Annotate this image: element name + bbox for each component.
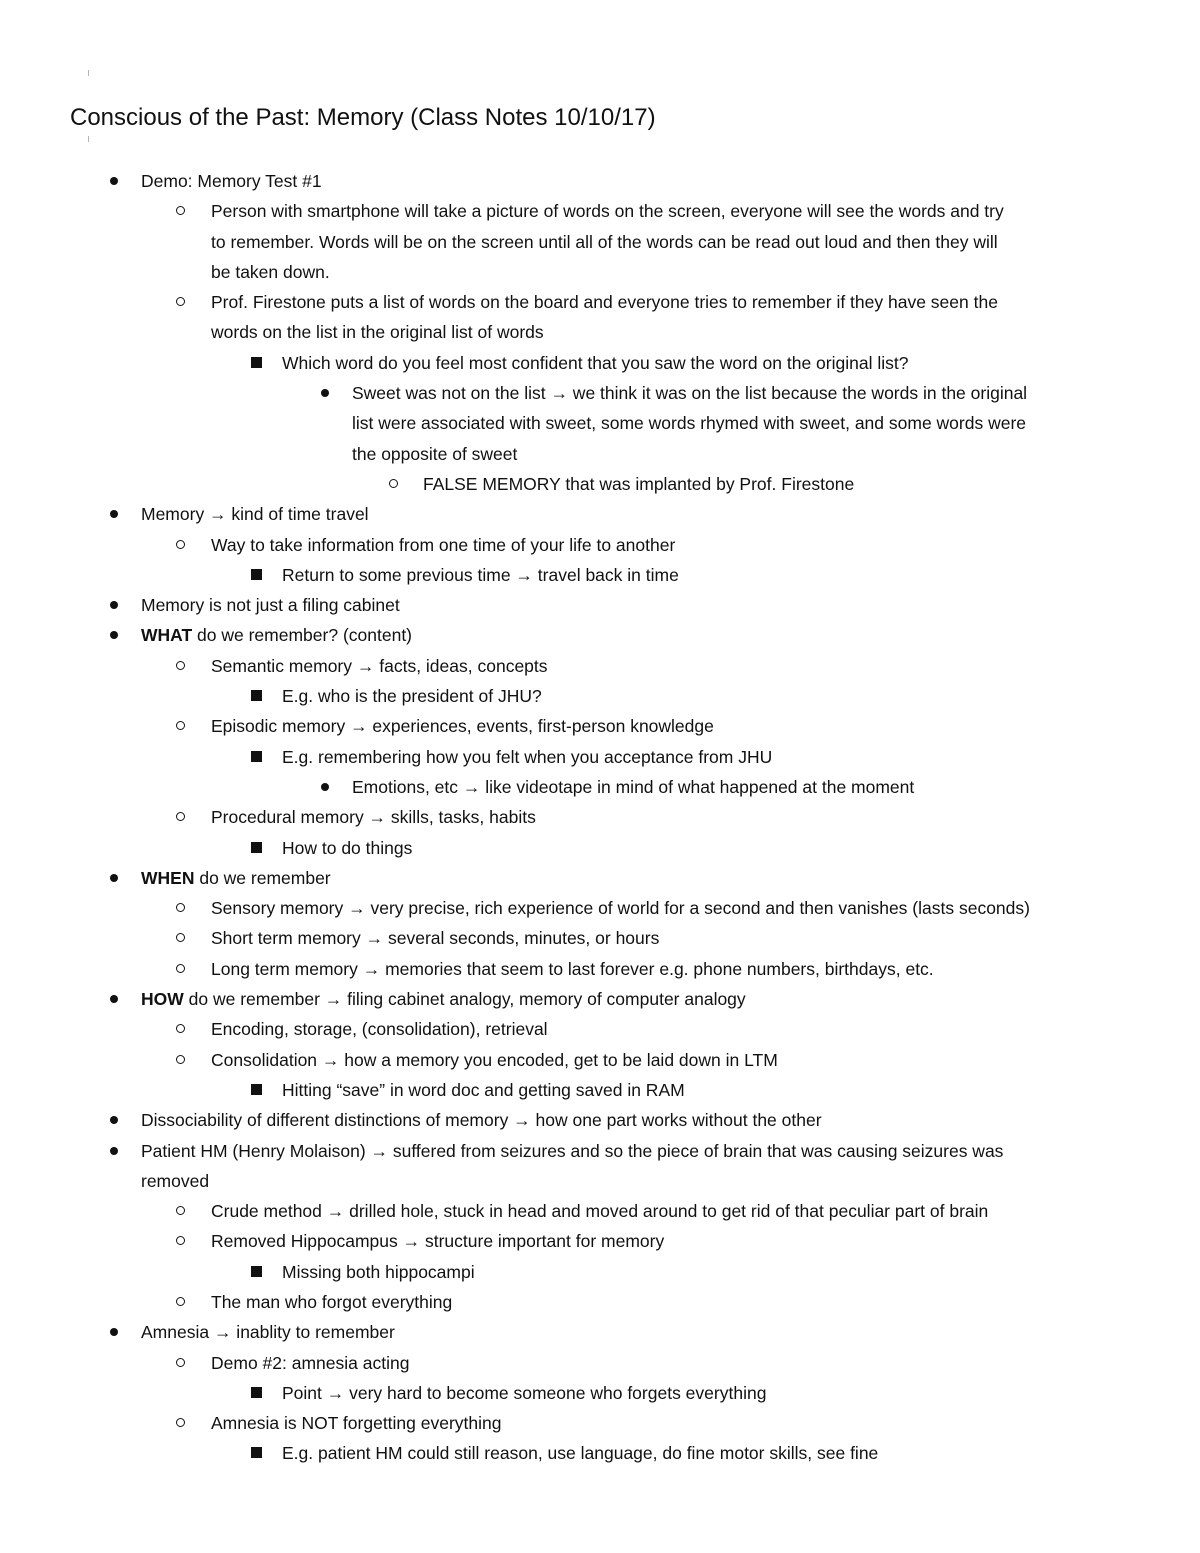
list-item-body-text: Episodic memory → experiences, events, first-person knowledge [211,716,714,737]
list-item-body-text: Prof. Firestone puts a list of words on the board and everyone tries to remember if they have seen the [211,292,998,313]
title-margin-mark [88,136,89,142]
list-item-text [282,742,772,772]
list-item-text [211,287,998,317]
list-item [0,984,1200,1014]
list-item-text [211,227,998,257]
disc-bullet-icon [110,1116,118,1124]
list-item [0,378,1200,408]
disc-bullet-icon [110,601,118,609]
list-item [0,833,1200,863]
square-bullet-icon [251,1266,262,1277]
list-item-body-text: How to do things [282,837,413,858]
list-item-body-text: Short term memory → several seconds, minutes, or hours [211,928,660,949]
list-item-body-text: the opposite of sweet [352,443,518,464]
list-item-body-text: list were associated with sweet, some words rhymed with sweet, and some words were [352,413,1027,434]
list-item-text [141,590,400,620]
list-item-body-text: E.g. patient HM could still reason, use language, do fine motor skills, see fine [282,1443,879,1464]
list-item [0,1348,1200,1378]
list-item [0,1408,1200,1438]
list-item-continuation [0,439,1200,469]
list-item-text [141,984,746,1014]
list-item [0,1075,1200,1105]
list-item-text [282,833,412,863]
list-item-body-text: be taken down. [211,261,330,282]
header-margin-mark [88,70,89,76]
list-item [0,772,1200,802]
list-item [0,1045,1200,1075]
circle-bullet-icon [176,540,185,549]
list-item [0,469,1200,499]
list-item-body-text: words on the list in the original list of words [211,322,544,343]
list-item [0,893,1200,923]
disc-bullet-icon [110,1328,118,1336]
list-item-text [282,1438,878,1468]
list-item [0,166,1200,196]
list-item-body-text: Demo: Memory Test #1 [141,171,322,191]
list-item-text [141,1136,1003,1166]
list-item [0,681,1200,711]
list-item-text [141,620,412,650]
list-item-text [141,1105,822,1135]
square-bullet-icon [251,1447,262,1458]
circle-bullet-icon [176,721,185,730]
disc-bullet-icon [110,510,118,518]
list-item-text [211,923,659,953]
list-item-text [352,439,517,469]
list-item-body-text: Patient HM (Henry Molaison) → suffered from seizures and so the piece of brain that was causing seizures was [141,1140,1004,1161]
list-item-text [141,166,322,196]
list-item-text [423,469,854,499]
list-item-body-text: Encoding, storage, (consolidation), retrieval [211,1019,548,1040]
list-item-continuation [0,1166,1200,1196]
square-bullet-icon [251,357,262,368]
list-item-body-text: Semantic memory → facts, ideas, concepts [211,655,548,676]
list-item-text [211,257,330,287]
list-item-body-text: Emotions, etc → like videotape in mind of what happened at the moment [352,776,915,797]
list-item-body-text: Which word do you feel most confident that you saw the word on the original list? [282,352,909,373]
list-item-body-text: The man who forgot everything [211,1291,453,1312]
circle-bullet-icon [176,297,185,306]
list-item [0,802,1200,832]
list-item-body-text: Procedural memory → skills, tasks, habits [211,807,536,828]
list-item-body-text: Missing both hippocampi [282,1261,475,1282]
notes-list [0,166,1200,1469]
list-item-bold-text: WHEN [141,867,195,888]
list-item-text [282,1378,766,1408]
list-item-text [211,1348,409,1378]
list-item-body-text: removed [141,1170,210,1191]
list-item-continuation [0,408,1200,438]
list-item-text [211,1408,502,1438]
list-item-body-text: Memory is not just a filing cabinet [141,595,400,616]
list-item-body-text: do we remember → filing cabinet analogy, memory of computer analogy [183,989,746,1010]
list-item [0,620,1200,650]
circle-bullet-icon [176,1236,185,1245]
list-item [0,196,1200,226]
list-item-continuation [0,227,1200,257]
list-item-text [282,348,908,378]
list-item-text [211,1014,548,1044]
list-item-text [211,196,1004,226]
list-item [0,530,1200,560]
circle-bullet-icon [176,964,185,973]
list-item-body-text: Hitting “save” in word doc and getting saved in RAM [282,1079,685,1100]
list-item-body-text: Amnesia → inablity to remember [141,1322,395,1343]
circle-bullet-icon [176,1055,185,1064]
circle-bullet-icon [176,933,185,942]
square-bullet-icon [251,751,262,762]
circle-bullet-icon [176,1297,185,1306]
list-item-body-text: Dissociability of different distinctions of memory → how one part works without the other [141,1110,822,1131]
list-item [0,1378,1200,1408]
list-item [0,1105,1200,1135]
list-item-text [141,499,369,529]
list-item [0,1287,1200,1317]
list-item-body-text: Removed Hippocampus → structure important for memory [211,1231,665,1252]
circle-bullet-icon [176,903,185,912]
square-bullet-icon [251,690,262,701]
list-item-text [282,1257,475,1287]
page-title: Conscious of the Past: Memory (Class Notes 10/10/17) [70,104,656,131]
list-item [0,863,1200,893]
disc-bullet-icon [321,783,329,791]
square-bullet-icon [251,1387,262,1398]
list-item [0,651,1200,681]
list-item-body-text: Demo #2: amnesia acting [211,1352,410,1373]
list-item-text [211,802,536,832]
disc-bullet-icon [110,177,118,185]
list-item [0,1196,1200,1226]
list-item-text [211,1196,988,1226]
list-item-text [141,863,331,893]
disc-bullet-icon [321,389,329,397]
list-item [0,1257,1200,1287]
list-item-text [141,1166,209,1196]
list-item-text [211,954,934,984]
square-bullet-icon [251,1084,262,1095]
list-item [0,348,1200,378]
list-item-text [211,893,1030,923]
circle-bullet-icon [176,812,185,821]
list-item-body-text: Point → very hard to become someone who forgets everything [282,1382,767,1403]
circle-bullet-icon [176,1418,185,1427]
list-item-body-text: Memory → kind of time travel [141,504,369,525]
list-item-text [352,378,1027,408]
square-bullet-icon [251,569,262,580]
list-item [0,1014,1200,1044]
list-item-text [211,1287,452,1317]
list-item-body-text: Crude method → drilled hole, stuck in head and moved around to get rid of that peculiar part of brain [211,1201,989,1222]
list-item [0,560,1200,590]
list-item [0,711,1200,741]
disc-bullet-icon [110,1147,118,1155]
list-item [0,923,1200,953]
list-item [0,287,1200,317]
disc-bullet-icon [110,995,118,1003]
list-item-body-text: to remember. Words will be on the screen until all of the words can be read out loud and then they will [211,231,998,252]
circle-bullet-icon [176,206,185,215]
list-item-body-text: Person with smartphone will take a picture of words on the screen, everyone will see the words and try [211,201,1004,222]
list-item-text [211,1226,664,1256]
list-item-body-text: Sensory memory → very precise, rich experience of world for a second and then vanishes (lasts seconds) [211,898,1030,919]
list-item-body-text: Return to some previous time → travel back in time [282,564,679,585]
list-item-body-text: Way to take information from one time of your life to another [211,534,676,555]
list-item-body-text: FALSE MEMORY that was implanted by Prof. Firestone [423,473,855,494]
list-item [0,1317,1200,1347]
list-item-body-text: do we remember [194,867,331,888]
list-item [0,499,1200,529]
disc-bullet-icon [110,631,118,639]
list-item-text [141,1317,395,1347]
list-item-text [352,772,914,802]
list-item-text [352,408,1026,438]
list-item-continuation [0,317,1200,347]
list-item [0,1226,1200,1256]
square-bullet-icon [251,842,262,853]
list-item-body-text: E.g. remembering how you felt when you acceptance from JHU [282,746,773,767]
list-item-text [211,711,714,741]
circle-bullet-icon [176,1024,185,1033]
list-item-bold-text: WHAT [141,625,193,646]
list-item-text [282,1075,685,1105]
list-item-continuation [0,257,1200,287]
list-item-body-text: Consolidation → how a memory you encoded, get to be laid down in LTM [211,1049,778,1070]
list-item [0,1438,1200,1468]
list-item-text [282,681,542,711]
list-item [0,742,1200,772]
list-item-text [211,651,548,681]
list-item [0,1136,1200,1166]
circle-bullet-icon [389,479,398,488]
list-item-body-text: Long term memory → memories that seem to last forever e.g. phone numbers, birthdays, etc. [211,958,934,979]
list-item-body-text: Amnesia is NOT forgetting everything [211,1413,502,1434]
list-item-body-text: E.g. who is the president of JHU? [282,686,542,707]
list-item-text [211,530,675,560]
list-item-text [282,560,679,590]
list-item-text [211,1045,778,1075]
circle-bullet-icon [176,1206,185,1215]
list-item-text [211,317,544,347]
disc-bullet-icon [110,874,118,882]
list-item-bold-text: HOW [141,989,184,1010]
circle-bullet-icon [176,1358,185,1367]
list-item-body-text: Sweet was not on the list → we think it was on the list because the words in the original [352,383,1028,404]
circle-bullet-icon [176,661,185,670]
list-item-body-text: do we remember? (content) [192,625,413,646]
list-item [0,590,1200,620]
list-item [0,954,1200,984]
